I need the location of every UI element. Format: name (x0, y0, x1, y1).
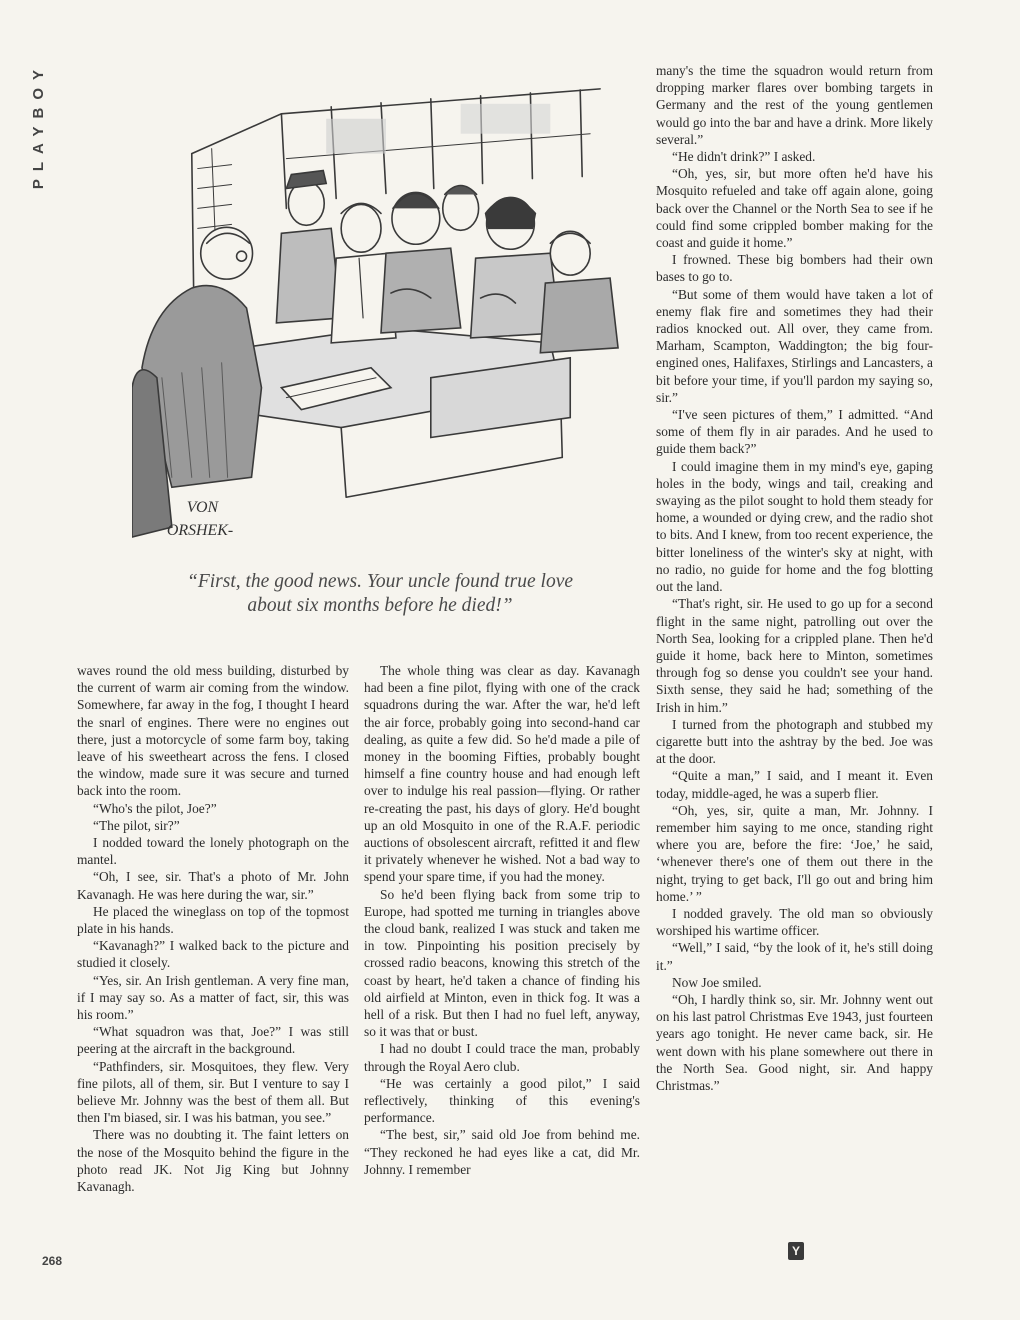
paragraph: I nodded gravely. The old man so obviously worshiped his wartime officer. (656, 905, 933, 939)
paragraph: “Oh, I see, sir. That's a photo of Mr. John Kavanagh. He was here during the war, sir.” (77, 869, 349, 902)
paragraph: The whole thing was clear as day. Kavanagh had been a fine pilot, flying with one of the crack squadrons during the war. After the war, he'd left the air force, probably going into second-hand car dealing, as quite a few did. So he'd made a pile of money in the booming Fifties, probably bought himself a fine country house and had enough left over to indulge his real passion—flying. Or rather re-creating the past, his days of glory. He'd bought up an old Mosquito in one of the R.A.F. periodic auctions of obsolescent aircraft, refitted it and flew it privately whenever he wished. Not a bad way to spend your spare time, if you had the money. (364, 663, 640, 885)
paragraph: “What squadron was that, Joe?” I was still peering at the aircraft in the background. (77, 1024, 349, 1057)
paragraph: “Quite a man,” I said, and I meant it. Even today, middle-aged, he was a superb flier. (656, 768, 933, 801)
paragraph: “Pathfinders, sir. Mosquitoes, they flew. Very fine pilots, all of them, sir. But I venture to say I believe Mr. Johnny was the best of them all. But then I'm biased, sir. I was his batman, you see.” (77, 1058, 349, 1126)
paragraph: “But some of them would have taken a lot of enemy flak fire and sometimes they had their radios knocked out. All over, they came from. Marham, Scampton, Waddington; the big four-engined ones, Halifaxes, Stirlings and Lancasters, a bit before your time, if you'll pardon my saying so, sir.” (656, 286, 933, 405)
paragraph: many's the time the squadron would return from dropping marker flares over bombing targets in Germany and the rest of the young gentlemen would go into the bar and have a drink. More likely several.” (656, 63, 933, 147)
paragraph: “Oh, yes, sir, but more often he'd have his Mosquito refueled and take off again alone, going back over the Channel or the North Sea to see if he could find some crippled bomber making for the coast and guide it home.” (656, 166, 933, 251)
paragraph: I had no doubt I could trace the man, probably through the Royal Aero club. (364, 1041, 640, 1074)
paragraph: “I've seen pictures of them,” I admitted. “And some of them fly in air parades. And he used to guide them back?” (656, 407, 933, 457)
magazine-masthead: PLAYBOY (30, 62, 47, 190)
caption-line-1: “First, the good news. Your uncle found true love (186, 571, 574, 592)
paragraph: “Oh, yes, sir, quite a man, Mr. Johnny. I remember him saying to me once, standing right where you are, before the fire: ‘Joe,’ he said, ‘whenever there's one of them out there in the night, trying to get back, I'll go out and bring him home.’ ” (656, 802, 933, 904)
paragraph: “Well,” I said, “by the look of it, he's still doing it.” (656, 940, 933, 973)
paragraph: There was no doubting it. The faint letters on the nose of the Mosquito behind the figure in the photo read JK. Not Jig King but Johnny Kavanagh. (77, 1127, 349, 1195)
paragraph: “Oh, I hardly think so, sir. Mr. Johnny went out on his last patrol Christmas Eve 1943, just fourteen years ago tonight. He never came back, sir. He went down with his plane somewhere out there in the North Sea. Good night, sir. And happy Christmas.” (656, 991, 933, 1093)
article-column-3 (656, 62, 933, 1094)
paragraph: “Yes, sir. An Irish gentleman. A very fine man, if I may say so. As a matter of fact, sir, this was his room.” (77, 972, 349, 1023)
page-number: 268 (42, 1254, 63, 1268)
paragraph: I frowned. These big bombers had their own bases to go to. (656, 252, 933, 285)
end-mark-icon: Y (788, 1242, 804, 1260)
paragraph: “Who's the pilot, Joe?” (93, 800, 217, 816)
paragraph: He placed the wineglass on top of the topmost plate in his hands. (77, 903, 349, 937)
paragraph: “He didn't drink?” I asked. (672, 149, 816, 165)
cartoon-illustration (132, 58, 630, 558)
article-column-2 (364, 662, 640, 1178)
article-column-1 (77, 662, 349, 1195)
paragraph: waves round the old mess building, disturbed by the current of warm air coming from the window. Somewhere, far away in the fog, I thought I heard the snarl of engines. There were no engines out there, just a motorcycle of some farm boy, taking leave of his sweetheart across the fens. I closed the window, made sure it was secure and turned back into the room. (77, 663, 349, 799)
cartoon-signature-line1: VON (186, 499, 219, 517)
paragraph: “That's right, sir. He used to go up for a second flight in the same night, patrolling out over the North Sea, looking for a crippled plane. Then he'd guide it home, back here to Minton, sometimes through fog so dense you couldn't see your hand. Sixth sense, they said he had; something of the Irish in him.” (656, 596, 933, 715)
caption-line-2: about six months before he died!” (247, 595, 513, 616)
cartoon-caption (120, 570, 640, 618)
paragraph: I nodded toward the lonely photograph on the mantel. (77, 835, 349, 868)
paragraph: So he'd been flying back from some trip to Europe, had spotted me turning in triangles above the cloud bank, realized I was stuck and taken me in tow. Pinpointing his position precisely by crossed radio beacons, knowing this stretch of the coast by heart, he'd taken a chance of finding his old airfield at Minton, even in thick fog. It was a hell of a risk. But then I had no fuel left, anyway, so it was that or bust. (364, 886, 640, 1040)
cartoon-signature-line2: ORSHEK- (166, 522, 234, 540)
paragraph: “Kavanagh?” I walked back to the picture and studied it closely. (77, 938, 349, 971)
paragraph: I could imagine them in my mind's eye, gaping holes in the body, wings and tail, creaking and swaying as the pilot sought to hold them steady for home, a wounded or dying crew, and the radio shot to bits. And I knew, from too recent experience, the bitter loneliness of the winter's sky at night, with no radio, no guide for home and the fog blotting out the land. (656, 458, 933, 595)
paragraph: Now Joe smiled. (672, 974, 762, 990)
paragraph: I turned from the photograph and stubbed my cigarette butt into the ashtray by the bed. Joe was at the door. (656, 716, 933, 767)
paragraph: “The best, sir,” said old Joe from behind me. “They reckoned he had eyes like a cat, did Mr. Johnny. I remember (364, 1127, 640, 1177)
paragraph: “He was certainly a good pilot,” I said reflectively, thinking of this evening's performance. (364, 1075, 640, 1126)
paragraph: “The pilot, sir?” (93, 817, 180, 833)
